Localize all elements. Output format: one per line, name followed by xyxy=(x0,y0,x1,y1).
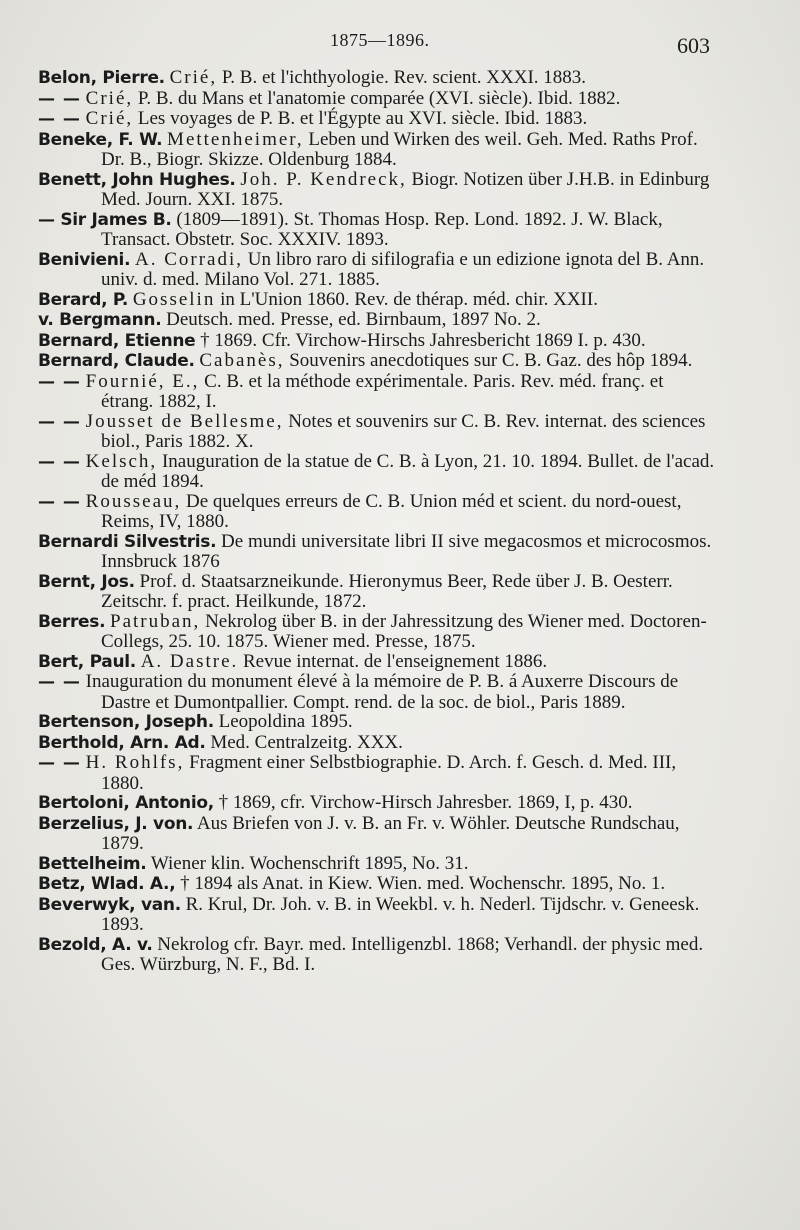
entry-heading: Beneke, F. W. xyxy=(38,129,163,150)
entry-text: Prof. d. Staatsarzneikunde. Hieronymus Beer, Rede über J. B. Oesterr. Zeitschr. f. pract. Heilkunde, 1872. xyxy=(101,570,673,612)
entry-text: R. Krul, Dr. Joh. v. B. in Weekbl. v. h. Nederl. Tijdschr. v. Geneesk. 1893. xyxy=(101,893,700,935)
entry-text: (1809—1891). St. Thomas Hosp. Rep. Lond. 1892. J. W. Black, Transact. Obstetr. Soc. XXXIV. 1893. xyxy=(101,208,663,250)
entry-author: Crié, xyxy=(85,108,134,129)
entry-author: A. Dastre. xyxy=(140,650,239,672)
entry-author: Rousseau, xyxy=(85,490,182,512)
entry-heading: Berard, P. xyxy=(38,289,129,310)
entry-bernard-claude-2 xyxy=(38,372,716,412)
entry-text: in L'Union 1860. Rev. de thérap. méd. chir. XXII. xyxy=(220,288,598,310)
entry-heading: Bernard, Claude. xyxy=(38,351,195,371)
entry-author: A. Corradi, xyxy=(135,248,244,270)
entry-heading: Beverwyk, van. xyxy=(38,894,181,915)
entry-text: Deutsch. med. Presse, ed. Birnbaum, 1897 No. 2. xyxy=(166,309,541,330)
entry-author: Patruban, xyxy=(110,610,201,632)
entry-heading: — — xyxy=(38,753,81,773)
entry-author: Crié, xyxy=(169,67,218,88)
entry-heading: Bertenson, Joseph. xyxy=(38,712,214,732)
entry-text: Biogr. Notizen über J.H.B. in Edinburg Med. Journ. XXI. 1875. xyxy=(101,168,710,210)
entry-heading: Bernardi Silvestris. xyxy=(38,531,217,552)
entry-text: Notes et souvenirs sur C. B. Rev. internat. des sciences biol., Paris 1882. X. xyxy=(101,410,706,452)
entry-heading: — Sir James B. xyxy=(38,209,172,230)
entry-heading: v. Bergmann. xyxy=(38,310,162,330)
entry-author: H. Rohlfs, xyxy=(85,752,185,773)
entry-author: Gosselin xyxy=(132,288,216,310)
entry-text: P. B. du Mans et l'anatomie comparée (XVI. siècle). Ibid. 1882. xyxy=(137,87,621,109)
bibliography-list xyxy=(38,68,716,975)
entry-heading: — — xyxy=(38,109,81,129)
entry-author: Crié, xyxy=(85,87,134,109)
entry-benett-james xyxy=(38,210,716,250)
entry-text: Les voyages de P. B. et l'Égypte au XVI. siècle. Ibid. 1883. xyxy=(137,108,588,129)
entry-heading: Bert, Paul. xyxy=(38,651,136,672)
entry-heading: — — xyxy=(38,88,81,109)
entry-benett-john xyxy=(38,170,716,210)
entry-heading: Belon, Pierre. xyxy=(38,68,165,88)
entry-heading: Bertoloni, Antonio, xyxy=(38,793,214,813)
entry-heading: — — xyxy=(38,371,81,392)
entry-berthold-2 xyxy=(38,753,716,793)
entry-belon-2 xyxy=(38,89,716,110)
entry-bertenson xyxy=(38,712,716,733)
entry-heading: Bernard, Etienne xyxy=(38,330,196,351)
entry-beverwyk xyxy=(38,895,716,935)
entry-text: Leben und Wirken des weil. Geh. Med. Raths Prof. Dr. B., Biogr. Skizze. Oldenburg 1884. xyxy=(101,128,698,170)
entry-text: Inauguration de la statue de C. B. à Lyon, 21. 10. 1894. Bullet. de l'acad. de méd 1894. xyxy=(101,450,715,492)
entry-text: Nekrolog über B. in der Jahressitzung des Wiener med. Doctoren-Collegs, 25. 10. 1875. Wiener med. Presse, 1875. xyxy=(101,610,707,652)
page-header xyxy=(0,28,800,58)
entry-text: Wiener klin. Wochenschrift 1895, No. 31. xyxy=(150,852,469,874)
entry-berzelius xyxy=(38,814,716,854)
entry-text: † 1869, cfr. Virchow-Hirsch Jahresber. 1869, I, p. 430. xyxy=(218,792,633,813)
entry-berard xyxy=(38,290,716,311)
entry-bernard-claude-4 xyxy=(38,452,716,492)
entry-text: De mundi universitate libri II sive megacosmos et microcosmos. Innsbruck 1876 xyxy=(101,530,712,572)
entry-heading: — — xyxy=(38,672,81,692)
entry-bernt xyxy=(38,572,716,612)
entry-heading: Berres. xyxy=(38,611,106,632)
entry-heading: Bezold, A. v. xyxy=(38,934,153,955)
entry-author: Joh. P. Kendreck, xyxy=(240,168,407,190)
entry-bernardi-silvestris xyxy=(38,532,716,572)
page-number: 603 xyxy=(677,33,710,58)
entry-author: Fournié, E., xyxy=(85,370,200,392)
entry-beneke xyxy=(38,130,716,170)
entry-bernard-claude-5 xyxy=(38,492,716,532)
entry-text: De quelques erreurs de C. B. Union méd et scient. du nord-ouest, Reims, IV, 1880. xyxy=(101,490,682,532)
entry-heading: Bernt, Jos. xyxy=(38,571,135,592)
entry-text: Med. Centralzeitg. XXX. xyxy=(210,731,403,753)
entry-berthold-1 xyxy=(38,733,716,754)
entry-benivieni xyxy=(38,250,716,290)
entry-text: Un libro raro di sifilografia e un edizione ignota del B. Ann. univ. d. med. Milano Vol. 271. 1885. xyxy=(101,248,705,290)
entry-text: Leopoldina 1895. xyxy=(218,711,353,732)
entry-heading: Bettelheim. xyxy=(38,853,147,874)
entry-berres xyxy=(38,612,716,652)
entry-text: Souvenirs anecdotiques sur C. B. Gaz. des hôp 1894. xyxy=(289,350,693,371)
entry-heading: Berzelius, J. von. xyxy=(38,813,194,834)
running-title: 1875—1896. xyxy=(330,30,430,50)
entry-bernard-claude-3 xyxy=(38,412,716,452)
entry-heading: — — xyxy=(38,451,81,472)
entry-bezold xyxy=(38,935,716,975)
entry-heading: Betz, Wlad. A., xyxy=(38,874,176,894)
entry-bergmann xyxy=(38,310,716,331)
entry-bernard-claude-1 xyxy=(38,351,716,372)
entry-text: P. B. et l'ichthyologie. Rev. scient. XXXI. 1883. xyxy=(221,67,587,88)
entry-text: Fragment einer Selbstbiographie. D. Arch. f. Gesch. d. Med. III, 1880. xyxy=(101,752,677,794)
entry-bert-1 xyxy=(38,652,716,673)
entry-belon-1 xyxy=(38,68,716,89)
entry-bernard-etienne xyxy=(38,331,716,352)
entry-betz xyxy=(38,874,716,895)
entry-bert-2 xyxy=(38,672,716,712)
entry-heading: — — xyxy=(38,491,81,512)
entry-author: Cabanès, xyxy=(199,350,285,371)
entry-text: C. B. et la méthode expérimentale. Paris. Rev. méd. franç. et étrang. 1882, I. xyxy=(101,370,664,412)
entry-heading: Berthold, Arn. Ad. xyxy=(38,732,206,753)
entry-heading: — — xyxy=(38,411,81,432)
entry-text: Nekrolog cfr. Bayr. med. Intelligenzbl. 1868; Verhandl. der physic med. Ges. Würzburg, N. F., Bd. I. xyxy=(101,933,704,975)
entry-author: Mettenheimer, xyxy=(167,128,304,150)
entry-bertoloni xyxy=(38,793,716,814)
entry-bettelheim xyxy=(38,854,716,875)
entry-text: Inauguration du monument élevé à la mémoire de P. B. á Auxerre Discours de Dastre et Dumontpallier. Compt. rend. de la soc. de biol., Paris 1889. xyxy=(85,671,679,713)
entry-text: Aus Briefen von J. v. B. an Fr. v. Wöhler. Deutsche Rundschau, 1879. xyxy=(101,812,680,854)
entry-author: Jousset de Bellesme, xyxy=(85,410,284,432)
entry-belon-3 xyxy=(38,109,716,130)
entry-heading: Benivieni. xyxy=(38,249,131,270)
entry-text: Revue internat. de l'enseignement 1886. xyxy=(243,650,548,672)
entry-text: † 1869. Cfr. Virchow-Hirschs Jahresbericht 1869 I. p. 430. xyxy=(200,329,646,351)
entry-heading: Benett, John Hughes. xyxy=(38,169,236,190)
entry-text: † 1894 als Anat. in Kiew. Wien. med. Wochenschr. 1895, No. 1. xyxy=(180,873,666,894)
entry-author: Kelsch, xyxy=(85,450,158,472)
